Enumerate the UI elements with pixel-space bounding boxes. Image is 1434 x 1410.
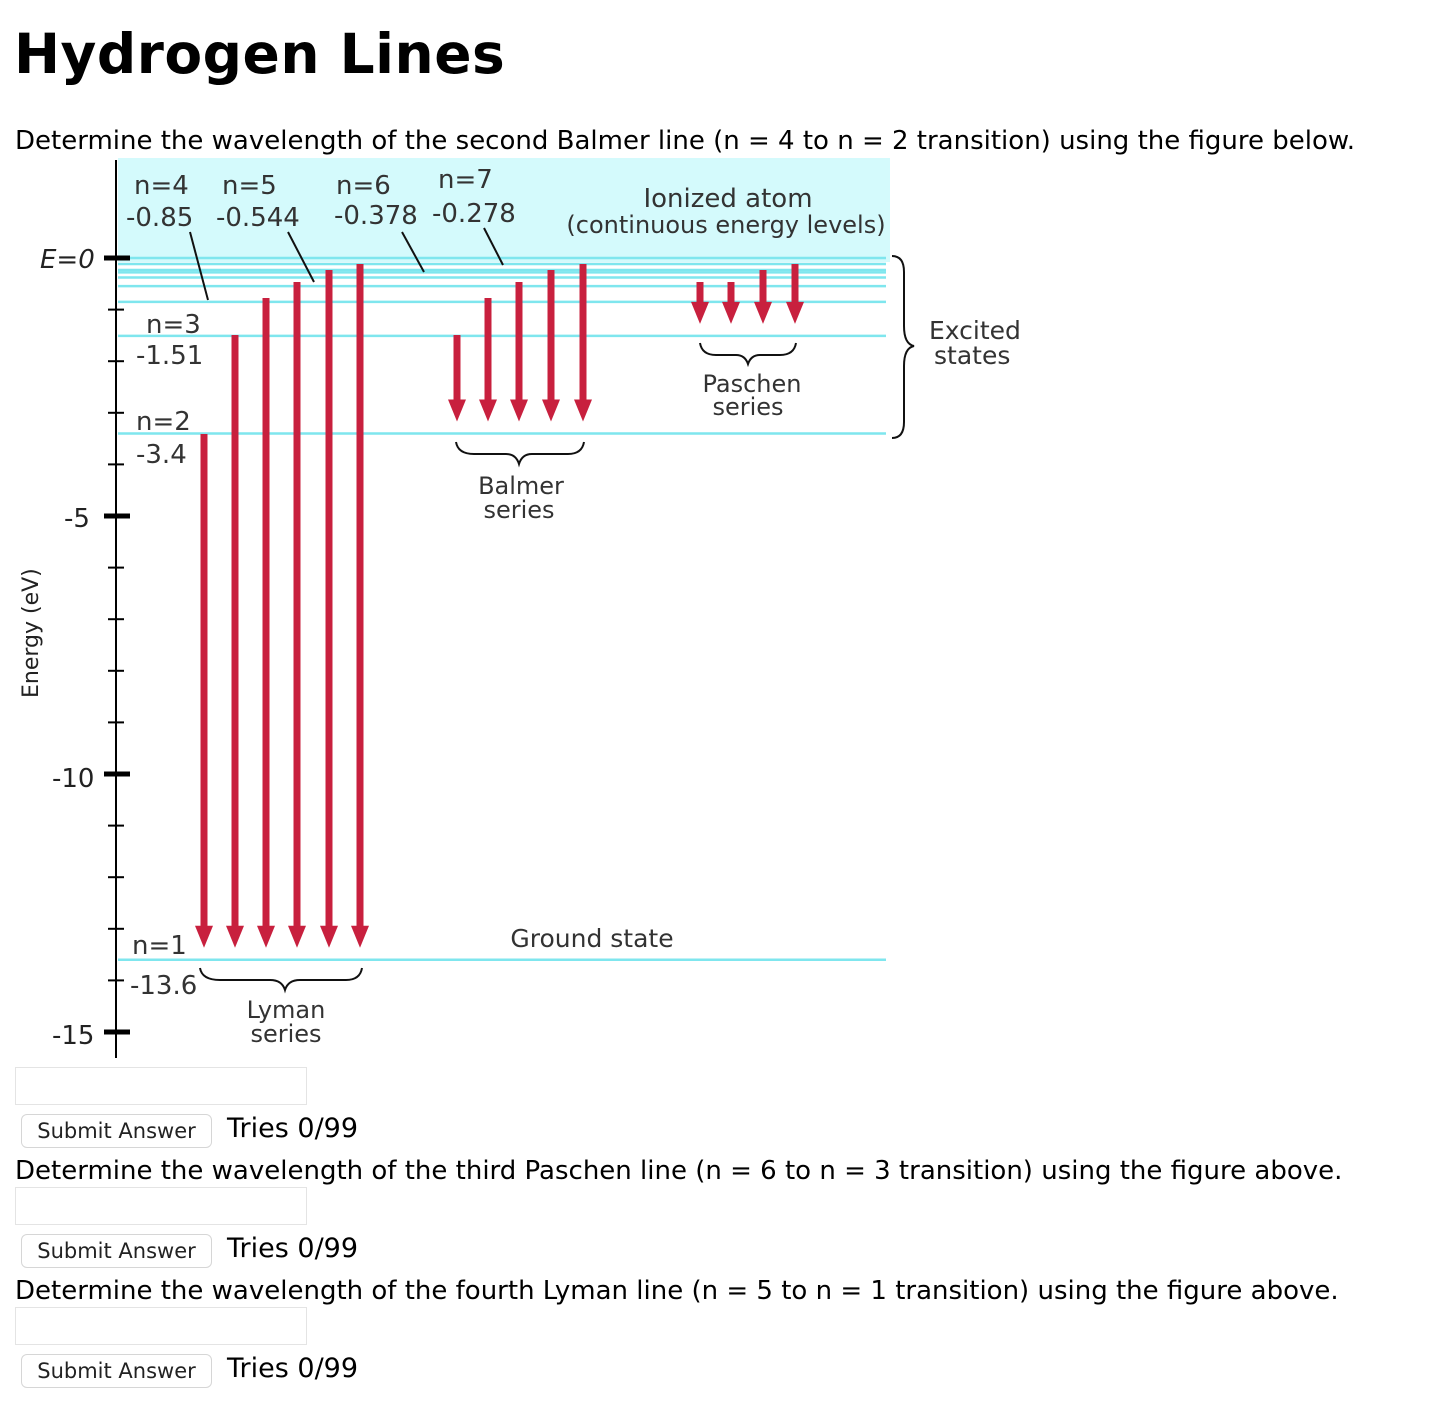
level-energy-n6: -0.378 [334,201,418,231]
level-label-n4: n=4 [134,171,189,201]
level-label-n5: n=5 [222,171,277,201]
excited-states-label: Excited [929,316,1021,345]
arrow-n2-to-n1 [195,434,213,948]
level-energy-n7: -0.278 [432,199,516,229]
series-braces [200,256,914,990]
level-energy-n1: -13.6 [130,971,198,1001]
lyman-series-sublabel: series [250,1020,322,1048]
axis-zero-label: E=0 [40,245,95,275]
excited-states-sublabel: states [934,341,1011,370]
level-label-n3: n=3 [146,310,201,340]
page-title: Hydrogen Lines [14,22,506,86]
submit-answer-button-3[interactable]: Submit Answer [21,1354,212,1388]
level-energy-n5: -0.544 [216,203,300,233]
excited-states-brace [892,256,914,438]
question-3-prompt: Determine the wavelength of the fourth Lyman line (n = 5 to n = 1 transition) using the figure above. [15,1276,1339,1306]
arrow-n5-to-n3 [722,282,740,324]
level-label-n2: n=2 [136,407,191,437]
arrow-n4-to-n3 [691,282,709,324]
level-label-n6: n=6 [336,171,391,201]
answer-input-3[interactable] [15,1307,307,1345]
arrow-n7-to-n1 [351,264,369,948]
level-energy-n3: -1.51 [136,341,204,371]
level-label-n1: n=1 [132,931,187,961]
balmer-series-sublabel: series [483,496,555,524]
arrow-n6-to-n2 [542,270,560,421]
answer-input-2[interactable] [15,1187,307,1225]
axis-title: Energy (eV) [19,568,44,698]
paschen-brace [700,343,796,364]
question-1-prompt: Determine the wavelength of the second Balmer line (n = 4 to n = 2 transition) using the figure below. [15,126,1356,156]
ionized-atom-label: Ionized atom [643,184,813,214]
tries-counter-2: Tries 0/99 [227,1233,359,1264]
paschen-series-sublabel: series [712,393,784,421]
level-energy-n4: -0.85 [126,203,194,233]
arrow-n5-to-n1 [288,282,306,948]
arrow-n3-to-n1 [226,335,244,948]
arrow-n4-to-n2 [479,298,497,421]
balmer-series-label: Balmer [478,472,564,500]
arrow-n7-to-n2 [574,264,592,421]
axis-tick-label-minus15: -15 [52,1021,95,1051]
tries-counter-1: Tries 0/99 [227,1113,359,1144]
level-energy-n2: -3.4 [136,440,187,470]
submit-answer-button-2[interactable]: Submit Answer [21,1234,212,1268]
submit-answer-button-1[interactable]: Submit Answer [21,1114,212,1148]
axis-tick-label-minus10: -10 [52,764,95,794]
arrow-n3-to-n2 [448,335,466,421]
tries-counter-3: Tries 0/99 [227,1353,359,1384]
ground-state-label: Ground state [510,924,674,953]
transition-arrows [195,264,804,948]
hydrogen-energy-level-diagram [0,150,1040,1065]
lyman-brace [200,968,362,990]
paschen-series-label: Paschen [702,370,802,398]
answer-input-1[interactable] [15,1067,307,1105]
continuous-levels-label: (continuous energy levels) [566,211,886,239]
lyman-series-label: Lyman [246,996,326,1024]
question-2-prompt: Determine the wavelength of the third Paschen line (n = 6 to n = 3 transition) using the figure above. [15,1156,1343,1186]
arrow-n4-to-n1 [257,298,275,948]
level-label-n7: n=7 [438,165,493,195]
balmer-brace [456,442,584,464]
arrow-n6-to-n1 [320,270,338,948]
axis-tick-label-minus5: -5 [64,504,90,534]
